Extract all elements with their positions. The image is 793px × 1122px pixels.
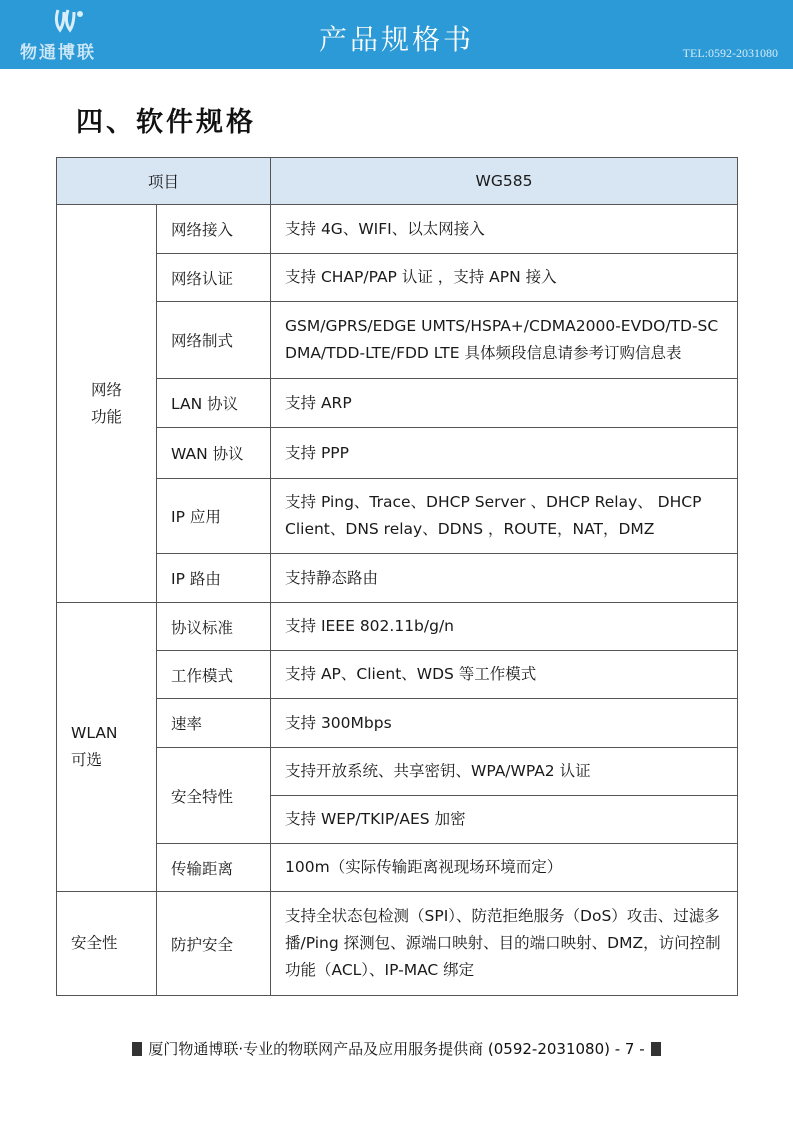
col-item-header: 项目 bbox=[57, 158, 271, 205]
item-cell: LAN 协议 bbox=[157, 379, 271, 428]
value-cell: 支持 IEEE 802.11b/g/n bbox=[271, 603, 738, 651]
table-row bbox=[57, 699, 738, 748]
item-cell: 协议标准 bbox=[157, 603, 271, 651]
logo-text: 物通博联 bbox=[20, 43, 96, 63]
category-label-line2: 可选 bbox=[71, 751, 103, 769]
page-header bbox=[0, 0, 793, 69]
table-header-row bbox=[57, 158, 738, 205]
value-cell: 支持 300Mbps bbox=[271, 699, 738, 748]
item-cell: 网络认证 bbox=[157, 254, 271, 302]
spec-table bbox=[56, 157, 738, 996]
item-cell: 传输距离 bbox=[157, 844, 271, 892]
value-cell: 支持 Ping、Trace、DHCP Server 、DHCP Relay、 DHCP Client、DNS relay、DDNS ，ROUTE，NAT，DMZ bbox=[271, 479, 738, 554]
footer-text: 厦门物通博联·专业的物联网产品及应用服务提供商 (0592-2031080) - 7 - bbox=[148, 1040, 645, 1058]
category-cell: 安全性 bbox=[57, 892, 157, 996]
item-cell: 速率 bbox=[157, 699, 271, 748]
item-cell: 网络制式 bbox=[157, 302, 271, 379]
category-cell bbox=[57, 205, 157, 603]
table-row bbox=[57, 603, 738, 651]
table-row bbox=[57, 554, 738, 603]
value-cell: 支持 AP、Client、WDS 等工作模式 bbox=[271, 651, 738, 699]
item-cell: 防护安全 bbox=[157, 892, 271, 996]
item-cell: 网络接入 bbox=[157, 205, 271, 254]
table-row bbox=[57, 205, 738, 254]
value-cell: 支持全状态包检测（SPI）、防范拒绝服务（DoS）攻击、过滤多播/Ping 探测包、源端口映射、目的端口映射、DMZ，访问控制功能（ACL）、IP-MAC 绑定 bbox=[271, 892, 738, 996]
footer-square-icon bbox=[132, 1042, 142, 1056]
item-cell: IP 路由 bbox=[157, 554, 271, 603]
table-row bbox=[57, 892, 738, 996]
value-cell: 100m（实际传输距离视现场环境而定） bbox=[271, 844, 738, 892]
col-model-header: WG585 bbox=[271, 158, 738, 205]
value-cell: 支持 WEP/TKIP/AES 加密 bbox=[271, 796, 738, 844]
value-cell: 支持开放系统、共享密钥、WPA/WPA2 认证 bbox=[271, 748, 738, 796]
category-label-line1: WLAN bbox=[71, 724, 118, 742]
value-cell: 支持 4G、WIFI、以太网接入 bbox=[271, 205, 738, 254]
category-cell bbox=[57, 603, 157, 892]
value-cell: 支持 ARP bbox=[271, 379, 738, 428]
table-row bbox=[57, 479, 738, 554]
table-row bbox=[57, 302, 738, 379]
table-row bbox=[57, 379, 738, 428]
header-title: 产品规格书 bbox=[318, 23, 474, 56]
category-label-line1: 网络 bbox=[90, 380, 122, 399]
header-tel: TEL:0592-2031080 bbox=[682, 46, 778, 60]
item-cell: 工作模式 bbox=[157, 651, 271, 699]
item-cell: IP 应用 bbox=[157, 479, 271, 554]
table-row bbox=[57, 844, 738, 892]
item-cell: 安全特性 bbox=[157, 748, 271, 844]
table-row bbox=[57, 748, 738, 796]
value-cell: GSM/GPRS/EDGE UMTS/HSPA+/CDMA2000-EVDO/TD-SCDMA/TDD-LTE/FDD LTE 具体频段信息请参考订购信息表 bbox=[271, 302, 738, 379]
value-cell: 支持 CHAP/PAP 认证 ，支持 APN 接入 bbox=[271, 254, 738, 302]
table-row bbox=[57, 651, 738, 699]
table-row bbox=[57, 254, 738, 302]
item-cell: WAN 协议 bbox=[157, 428, 271, 479]
section-title: 四、软件规格 bbox=[76, 107, 256, 138]
table-row bbox=[57, 428, 738, 479]
page-footer bbox=[0, 1038, 793, 1059]
value-cell: 支持静态路由 bbox=[271, 554, 738, 603]
footer-square-icon bbox=[651, 1042, 661, 1056]
category-label-line2: 功能 bbox=[90, 407, 122, 426]
value-cell: 支持 PPP bbox=[271, 428, 738, 479]
